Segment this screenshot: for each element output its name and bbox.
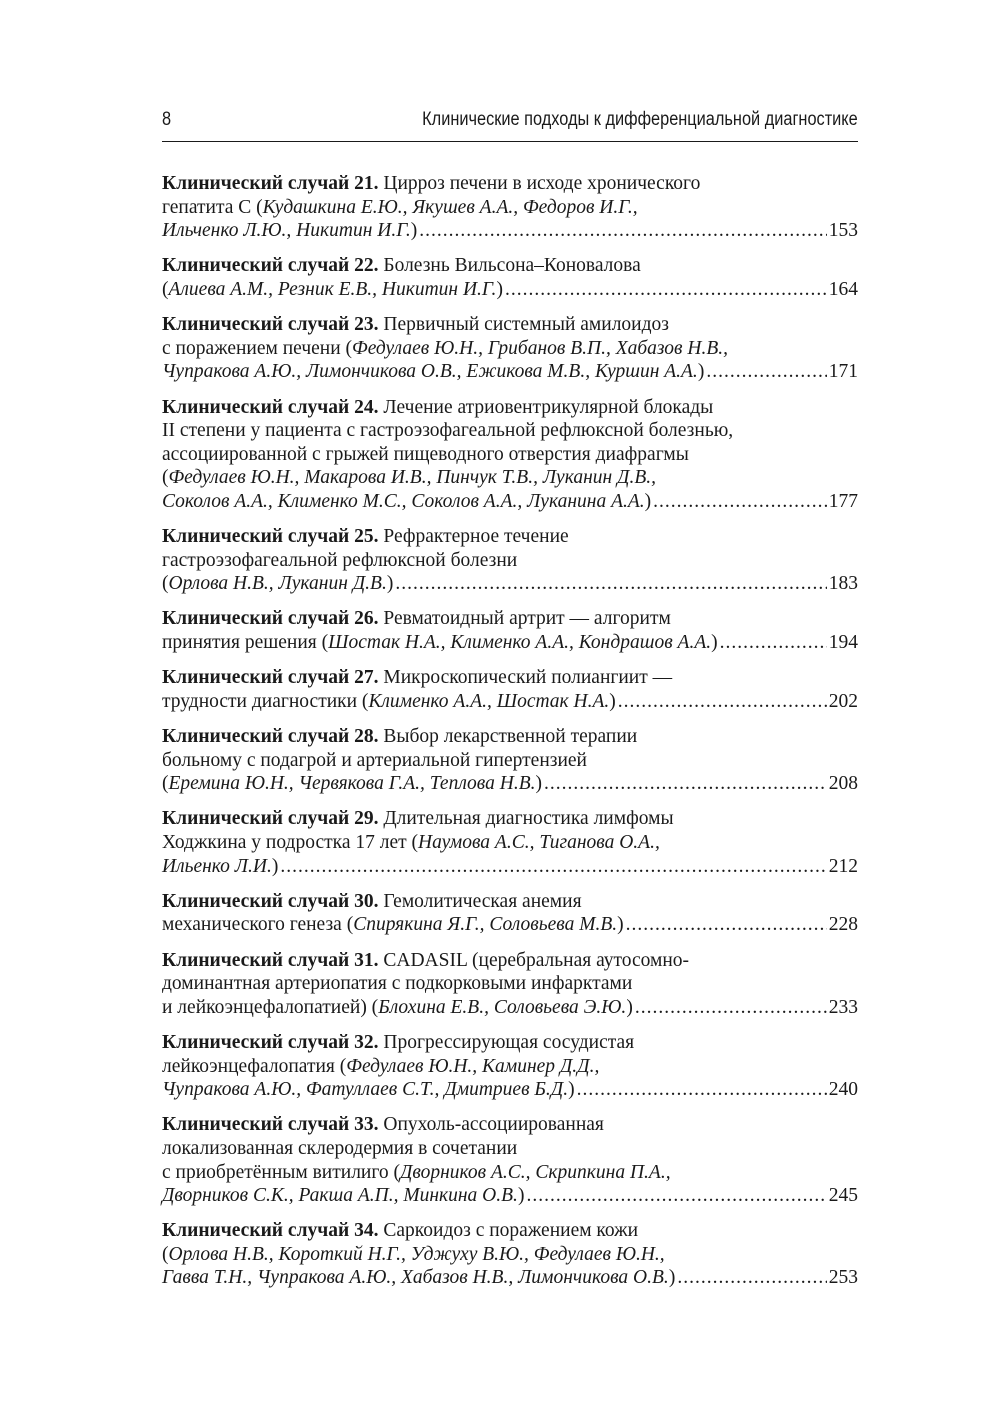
case-title-text: ) (386, 573, 394, 595)
case-title-text: с приобретённым витилиго ( (162, 1161, 400, 1183)
running-title: Клинические подходы к дифференциальной диагностике (422, 109, 858, 130)
toc-entry-text (162, 855, 278, 879)
toc-entry-line (162, 972, 858, 996)
case-title-text: и лейкоэнцефалопатией) ( (162, 996, 379, 1018)
case-title-text: Болезнь Вильсона–Коновалова (378, 255, 641, 277)
case-title-text: ) (410, 220, 418, 242)
case-label: Клинический случай 21. (162, 173, 379, 194)
toc-entry-text (162, 444, 689, 465)
toc-page-number: 208 (828, 773, 858, 795)
toc-entry-line (162, 419, 858, 443)
case-label: Клинический случай 28. (162, 726, 379, 748)
toc-page-number: 240 (828, 1079, 858, 1101)
case-authors: Орлова Н.В., Короткий Н.Г., Уджуху В.Ю., Федулаев Ю.Н., (168, 1243, 665, 1265)
toc-entry-line (162, 196, 858, 220)
toc-entry-line (162, 360, 858, 384)
running-head (162, 109, 858, 137)
case-authors: Шостак Н.А., Клименко А.А., Кондрашов А.А. (328, 632, 712, 654)
case-authors: Алиева А.М., Резник Е.В., Никитин И.Г. (168, 278, 497, 300)
toc-entry-text (162, 1056, 599, 1077)
toc-entry-line (162, 1266, 858, 1290)
toc-entry[interactable] (162, 807, 858, 878)
case-title-text: ( (162, 773, 169, 795)
case-authors: Гавва Т.Н., Чупракова А.Ю., Хабазов Н.В., Лимончикова О.В. (162, 1267, 669, 1289)
case-title-text: трудности диагностики ( (162, 690, 369, 712)
toc-entry-text (162, 750, 587, 771)
toc-entry-text (162, 973, 632, 994)
toc-entry-line (162, 666, 858, 690)
case-title-text: Первичный системный амилоидоз (378, 314, 669, 336)
dot-leader (720, 631, 827, 655)
case-authors: Федулаев Ю.Н., Грибанов В.П., Хабазов Н.В., (352, 337, 728, 359)
case-authors: Клименко А.А., Шостак Н.А. (368, 690, 610, 712)
toc-page-number: 177 (828, 490, 858, 512)
case-title-text: ) (496, 278, 503, 300)
case-title-text: ) (517, 1185, 525, 1207)
case-label: Клинический случай 30. (162, 890, 379, 912)
toc-entry-text (162, 913, 624, 937)
case-authors: Ильенко Л.И. (162, 855, 272, 877)
dot-leader (653, 490, 827, 514)
toc-entry-text (162, 397, 713, 418)
case-title-text: II степени у пациента с гастроэзофагеальной рефлюксной болезнью, (162, 420, 734, 442)
case-title-text: Лечение атриовентрикулярной блокады (378, 396, 714, 418)
case-title-text: ) (271, 855, 279, 877)
toc-entry-text (162, 197, 638, 218)
toc-entry-line (162, 890, 858, 914)
toc-entry-line (162, 443, 858, 467)
toc-entry-text (162, 173, 700, 194)
toc-page-number: 212 (828, 855, 858, 877)
toc-entry[interactable] (162, 254, 858, 301)
toc-entry-line (162, 607, 858, 631)
case-label: Клинический случай 26. (162, 608, 379, 630)
toc-entry-text (162, 1220, 638, 1241)
case-title-text: гепатита С ( (162, 196, 263, 218)
toc-page-number: 183 (828, 573, 858, 595)
case-title-text: Гемолитическая анемия (378, 890, 582, 912)
toc-entry-text (162, 1138, 517, 1159)
dot-leader (544, 772, 827, 796)
page-number: 8 (162, 109, 172, 130)
toc-entry-text (162, 608, 671, 629)
dot-leader (419, 219, 827, 243)
toc-entry-text (162, 950, 689, 971)
toc-entry-line (162, 831, 858, 855)
toc-entry-line (162, 996, 858, 1020)
case-label: Клинический случай 32. (162, 1031, 379, 1053)
toc-entry-line (162, 337, 858, 361)
toc-entry[interactable] (162, 172, 858, 243)
dot-leader (280, 855, 826, 879)
toc-entry[interactable] (162, 607, 858, 654)
dot-leader (626, 913, 827, 937)
dot-leader (505, 278, 827, 302)
header-rule (162, 141, 858, 142)
case-authors: Спирякина Я.Г., Соловьева М.В. (353, 914, 618, 936)
toc-page-number: 153 (828, 220, 858, 242)
toc-entry-line (162, 490, 858, 514)
toc-entry-line (162, 466, 858, 490)
toc-entry-text (162, 1114, 604, 1135)
toc-entry-text (162, 726, 637, 747)
toc-entry-text (162, 808, 674, 829)
case-label: Клинический случай 23. (162, 314, 379, 336)
dot-leader (677, 1266, 826, 1290)
case-authors: Орлова Н.В., Луканин Д.В. (168, 573, 387, 595)
toc-page-number: 164 (828, 278, 858, 300)
case-authors: Наумова А.С., Тиганова О.А., (418, 832, 660, 853)
case-title-text: локализованная склеродермия в сочетании (162, 1137, 518, 1159)
toc-entry-text (162, 526, 569, 547)
toc-entry-text (162, 572, 393, 596)
toc-entry[interactable] (162, 666, 858, 713)
case-title-text: ) (626, 996, 633, 1018)
toc-entry-line (162, 772, 858, 796)
case-title-text: лейкоэнцефалопатия ( (162, 1055, 347, 1077)
case-title-text: ) (697, 361, 705, 383)
case-authors: Чупракова А.Ю., Фатуллаев С.Т., Дмитриев Б.Д. (162, 1079, 569, 1101)
case-title-text: Цирроз печени в исходе хронического (378, 173, 701, 194)
toc-entry-line (162, 913, 858, 937)
dot-leader (706, 360, 826, 384)
case-authors: Соколов А.А., Клименко М.С., Соколов А.А., Луканина А.А. (162, 490, 645, 512)
case-label: Клинический случай 33. (162, 1114, 379, 1136)
toc-entry-line (162, 525, 858, 549)
toc-entry[interactable] (162, 725, 858, 796)
toc-entry[interactable] (162, 949, 858, 1020)
case-title-text: Саркоидоз с поражением кожи (378, 1220, 639, 1242)
toc-entry-line (162, 1055, 858, 1079)
toc-page-number: 253 (828, 1267, 858, 1289)
case-title-text: ) (617, 914, 624, 936)
toc-entry-line (162, 1078, 858, 1102)
toc-entry[interactable] (162, 1031, 858, 1102)
case-title-text: ) (535, 773, 543, 795)
toc-entry-text (162, 360, 704, 384)
case-title-text: ( (162, 467, 169, 489)
toc-entry-text (162, 891, 582, 912)
toc-entry-line (162, 1113, 858, 1137)
toc-entry-text (162, 996, 633, 1020)
case-authors: Блохина Е.В., Соловьева Э.Ю. (378, 996, 627, 1018)
toc-entry-line (162, 396, 858, 420)
toc-entry-line (162, 1031, 858, 1055)
case-label: Клинический случай 27. (162, 667, 379, 689)
case-title-text: принятия решения ( (162, 632, 329, 654)
toc-entry-line (162, 549, 858, 573)
case-title-text: Опухоль-ассоциированная (378, 1114, 604, 1136)
toc-entry-line (162, 278, 858, 302)
case-title-text: Ревматоидный артрит — алгоритм (378, 608, 671, 630)
toc-page-number: 202 (828, 690, 858, 712)
dot-leader (395, 572, 826, 596)
toc-entry-line (162, 749, 858, 773)
toc-entry-line (162, 855, 858, 879)
toc-page-number: 171 (828, 361, 858, 383)
case-title-text: Выбор лекарственной терапии (378, 726, 638, 748)
toc-entry-line (162, 172, 858, 196)
toc-entry-text (162, 490, 651, 514)
toc-entry-line (162, 949, 858, 973)
case-title-text: гастроэзофагеальной рефлюксной болезни (162, 549, 518, 571)
case-title-text: ) (568, 1079, 575, 1101)
case-label: Клинический случай 25. (162, 526, 379, 548)
case-title-text: Микроскопический полиангиит — (378, 667, 673, 689)
toc-entry-text (162, 1244, 665, 1265)
case-authors: Еремина Ю.Н., Червякова Г.А., Теплова Н.В. (168, 773, 536, 795)
case-label: Клинический случай 24. (162, 396, 379, 418)
case-title-text: Рефрактерное течение (378, 526, 569, 548)
toc-entry-text (162, 631, 718, 655)
case-authors: Кудашкина Е.Ю., Якушев А.А., Федоров И.Г., (262, 196, 638, 218)
toc-entry-line (162, 1184, 858, 1208)
toc-entry-text (162, 1162, 671, 1183)
case-title-text: ( (162, 1243, 169, 1265)
case-title-text: ( (162, 278, 169, 300)
toc-entry-line (162, 1137, 858, 1161)
toc-entry-text (162, 338, 728, 359)
case-authors: Чупракова А.Ю., Лимончикова О.В., Ежикова М.В., Куршин А.А. (162, 361, 698, 383)
dot-leader (618, 690, 827, 714)
toc-entry-line (162, 1219, 858, 1243)
toc-entry-text (162, 314, 669, 335)
toc-entry-line (162, 1243, 858, 1267)
dot-leader (635, 996, 827, 1020)
toc-page-number: 245 (828, 1185, 858, 1207)
case-authors: Федулаев Ю.Н., Каминер Д.Д., (346, 1055, 600, 1077)
case-authors: Дворников С.К., Ракша А.П., Минкина О.В. (162, 1185, 518, 1207)
case-title-text: доминантная артериопатия с подкорковыми инфарктами (162, 973, 633, 995)
case-authors: Ильченко Л.Ю., Никитин И.Г. (162, 220, 411, 242)
toc-entry-line (162, 254, 858, 278)
toc-entry-text (162, 467, 656, 488)
dot-leader (526, 1184, 826, 1208)
toc-entry-text (162, 550, 517, 571)
case-title-text: механического генеза ( (162, 914, 354, 936)
toc-entry-line (162, 807, 858, 831)
case-authors: Дворников А.С., Скрипкина П.А., (400, 1161, 671, 1183)
toc-entry-text (162, 772, 542, 796)
case-label: Клинический случай 22. (162, 255, 379, 277)
case-title-text: ) (609, 690, 616, 712)
toc-entry-text (162, 255, 641, 276)
case-title-text: Прогрессирующая сосудистая (378, 1031, 635, 1053)
toc-entry-line (162, 725, 858, 749)
case-title-text: с поражением печени ( (162, 337, 353, 359)
toc-entry-line (162, 572, 858, 596)
case-title-text: ) (644, 490, 652, 512)
case-title-text: ассоциированной с грыжей пищеводного отверстия диафрагмы (162, 443, 689, 465)
toc-entry[interactable] (162, 313, 858, 384)
toc-entry[interactable] (162, 1219, 858, 1290)
toc-entry[interactable] (162, 890, 858, 937)
toc-entry-text (162, 1184, 524, 1208)
toc-entry-text (162, 1032, 634, 1053)
toc-entry-text (162, 832, 660, 853)
toc-entry-line (162, 1161, 858, 1185)
case-label: Клинический случай 29. (162, 808, 379, 830)
case-authors: Федулаев Ю.Н., Макарова И.В., Пинчук Т.В., Луканин Д.В., (168, 467, 656, 489)
toc-entry-text (162, 690, 616, 714)
toc-page-number: 233 (828, 996, 858, 1018)
case-title-text: ) (711, 632, 718, 654)
toc-entry[interactable] (162, 396, 858, 514)
toc-entry-text (162, 420, 733, 441)
case-label: Клинический случай 34. (162, 1220, 379, 1242)
case-title-text: Ходжкина у подростка 17 лет ( (162, 832, 419, 853)
toc-entry-line (162, 690, 858, 714)
case-title-text: ( (162, 573, 169, 595)
toc-entry-text (162, 667, 672, 688)
case-title-text: ) (668, 1267, 676, 1289)
toc-page-number: 194 (828, 632, 858, 654)
case-label: Клинический случай 31. (162, 949, 379, 971)
table-of-contents (162, 172, 858, 1302)
toc-page-number: 228 (828, 914, 858, 936)
toc-entry-text (162, 1078, 575, 1102)
toc-entry-text (162, 278, 503, 302)
toc-entry-line (162, 631, 858, 655)
toc-entry-text (162, 219, 417, 243)
toc-entry[interactable] (162, 1113, 858, 1207)
toc-entry-line (162, 313, 858, 337)
toc-entry[interactable] (162, 525, 858, 596)
toc-entry-line (162, 219, 858, 243)
case-title-text: больному с подагрой и артериальной гипертензией (162, 749, 587, 771)
case-title-text: CADASIL (церебральная аутосомно- (378, 949, 690, 971)
case-title-text: Длительная диагностика лимфомы (378, 808, 674, 830)
dot-leader (577, 1078, 827, 1102)
toc-entry-text (162, 1266, 675, 1290)
